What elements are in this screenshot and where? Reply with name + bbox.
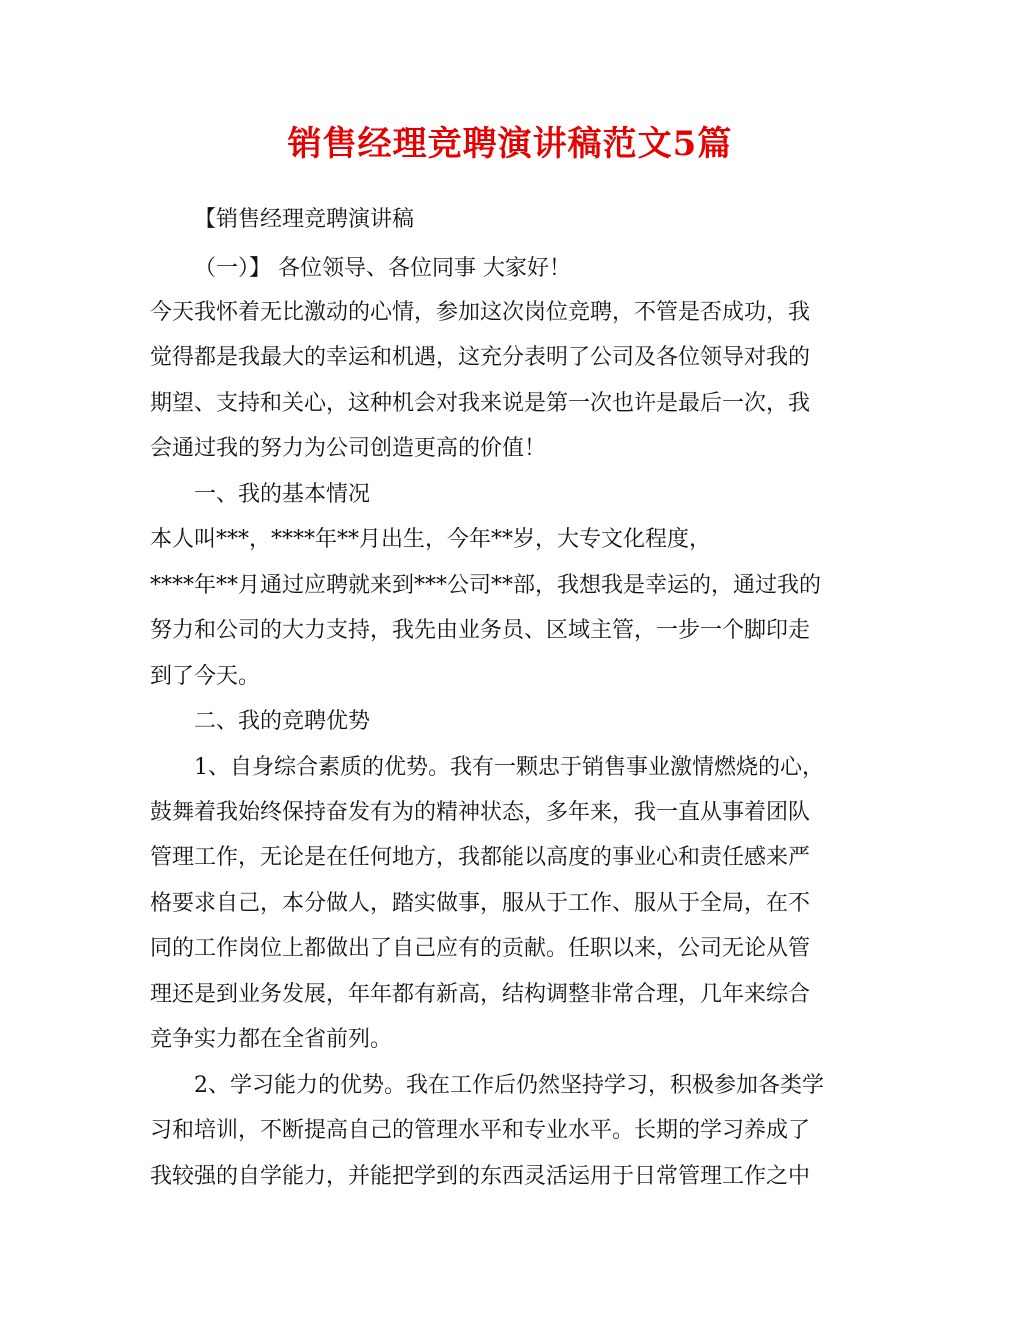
paragraph-line: 格要求自己，本分做人，踏实做事，服从于工作、服从于全局，在不 [150,891,811,916]
paragraph-line: 今天我怀着无比激动的心情，参加这次岗位竞聘，不管是否成功，我 [150,300,811,325]
paragraph-line: 习和培训，不断提高自己的管理水平和专业水平。长期的学习养成了 [150,1118,811,1143]
paragraph-line: 到了今天。 [150,664,261,689]
paragraph-line: 会通过我的努力为公司创造更高的价值！ [150,436,547,461]
paragraph-line: 1、自身综合素质的优势。我有一颗忠于销售事业激情燃烧的心， [194,755,824,780]
heading-line: 【销售经理竞聘演讲稿 [194,207,415,232]
paragraph-line: 鼓舞着我始终保持奋发有为的精神状态，多年来，我一直从事着团队 [150,800,811,825]
paragraph-line: 觉得都是我最大的幸运和机遇，这充分表明了公司及各位领导对我的 [150,345,811,370]
paragraph-line: 期望、支持和关心，这种机会对我来说是第一次也许是最后一次，我 [150,391,811,416]
paragraph-line: 本人叫***，****年**月出生，今年**岁，大专文化程度， [150,527,712,552]
paragraph-line: 理还是到业务发展，年年都有新高，结构调整非常合理，几年来综合 [150,982,811,1007]
paragraph-line: 我较强的自学能力，并能把学到的东西灵活运用于日常管理工作之中 [150,1164,811,1189]
section-heading: 二、我的竞聘优势 [194,709,371,734]
paragraph-line: 努力和公司的大力支持，我先由业务员、区域主管，一步一个脚印走 [150,618,811,643]
greeting-line: （一）】 各位领导、各位同事 大家好！ [194,256,571,281]
paragraph-line: 竞争实力都在全省前列。 [150,1027,393,1052]
paragraph-line: ****年**月通过应聘就来到***公司**部，我想我是幸运的，通过我的 [150,573,822,598]
paragraph-line: 2、学习能力的优势。我在工作后仍然坚持学习，积极参加各类学 [194,1073,824,1098]
section-heading: 一、我的基本情况 [194,482,371,507]
document-title: 销售经理竞聘演讲稿范文5篇 [287,124,733,164]
paragraph-line: 同的工作岗位上都做出了自己应有的贡献。任职以来，公司无论从管 [150,936,811,961]
paragraph-line: 管理工作，无论是在任何地方，我都能以高度的事业心和责任感来严 [150,845,811,870]
